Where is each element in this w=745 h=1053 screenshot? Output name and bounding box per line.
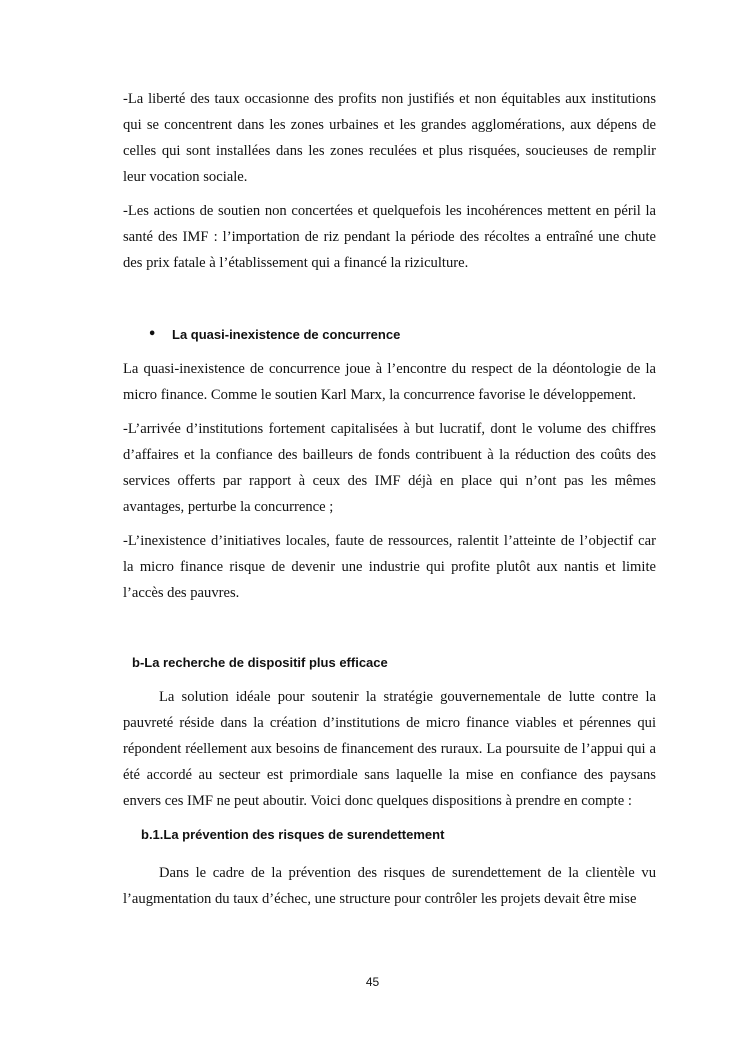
paragraph-actions-soutien: -Les actions de soutien non concertées et quelquefois les incohérences mettent en péril la santé des IMF : l’importation de riz pendant la période des récoltes a entraîné une chute des prix fatale à l’établissement qui a financé la riziculture. — [123, 203, 656, 271]
paragraph-quasi-inexistence: La quasi-inexistence de concurrence joue à l’encontre du respect de la déontologie de la micro finance. Comme le soutien Karl Marx, la concurrence favorise le développement. — [123, 361, 656, 403]
paragraph-taux-liberte: -La liberté des taux occasionne des profits non justifiés et non équitables aux institutions qui se concentrent dans les zones urbaines et les grandes agglomérations, aux dépens de celles qui sont installées dans les zones reculées et plus risquées, soucieuses de remplir leur vocation sociale. — [123, 91, 656, 185]
page-content — [123, 86, 656, 920]
bullet-heading-concurrence — [123, 322, 656, 348]
page-number: 45 — [365, 975, 380, 989]
paragraph-initiatives-locales: -L’inexistence d’initiatives locales, faute de ressources, ralentit l’atteinte de l’objectif car la micro finance risque de devenir une industrie qui profite plutôt aux nantis et limite l’accès des pauvres. — [123, 533, 656, 601]
paragraph-prevention-risques: Dans le cadre de la prévention des risques de surendettement de la clientèle vu l’augmentation du taux d’échec, une structure pour contrôler les projets devait être mise — [123, 865, 656, 907]
bullet-icon: • — [148, 327, 157, 342]
section-heading-b1: b.1.La prévention des risques de surendettement — [141, 827, 445, 842]
paragraph-solution-ideale: La solution idéale pour soutenir la stratégie gouvernementale de lutte contre la pauvreté réside dans la création d’institutions de micro finance viables et pérennes qui répondent réellement aux besoins de financement des ruraux. La poursuite de l’appui qui a été accordé au secteur est primordiale sans laquelle la mise en confiance des paysans envers ces IMF ne peut aboutir. Voici donc quelques dispositions à prendre en compte : — [123, 689, 656, 809]
paragraph-arrivee-institutions: -L’arrivée d’institutions fortement capitalisées à but lucratif, dont le volume des chiffres d’affaires et la confiance des bailleurs de fonds contribuent à la réduction des coûts des services offerts par rapport à ceux des IMF déjà en place qui n’ont pas les mêmes avantages, perturbe la concurrence ; — [123, 421, 656, 515]
section-heading-b: b-La recherche de dispositif plus efficace — [132, 655, 388, 670]
bullet-heading-text: La quasi-inexistence de concurrence — [172, 327, 401, 342]
